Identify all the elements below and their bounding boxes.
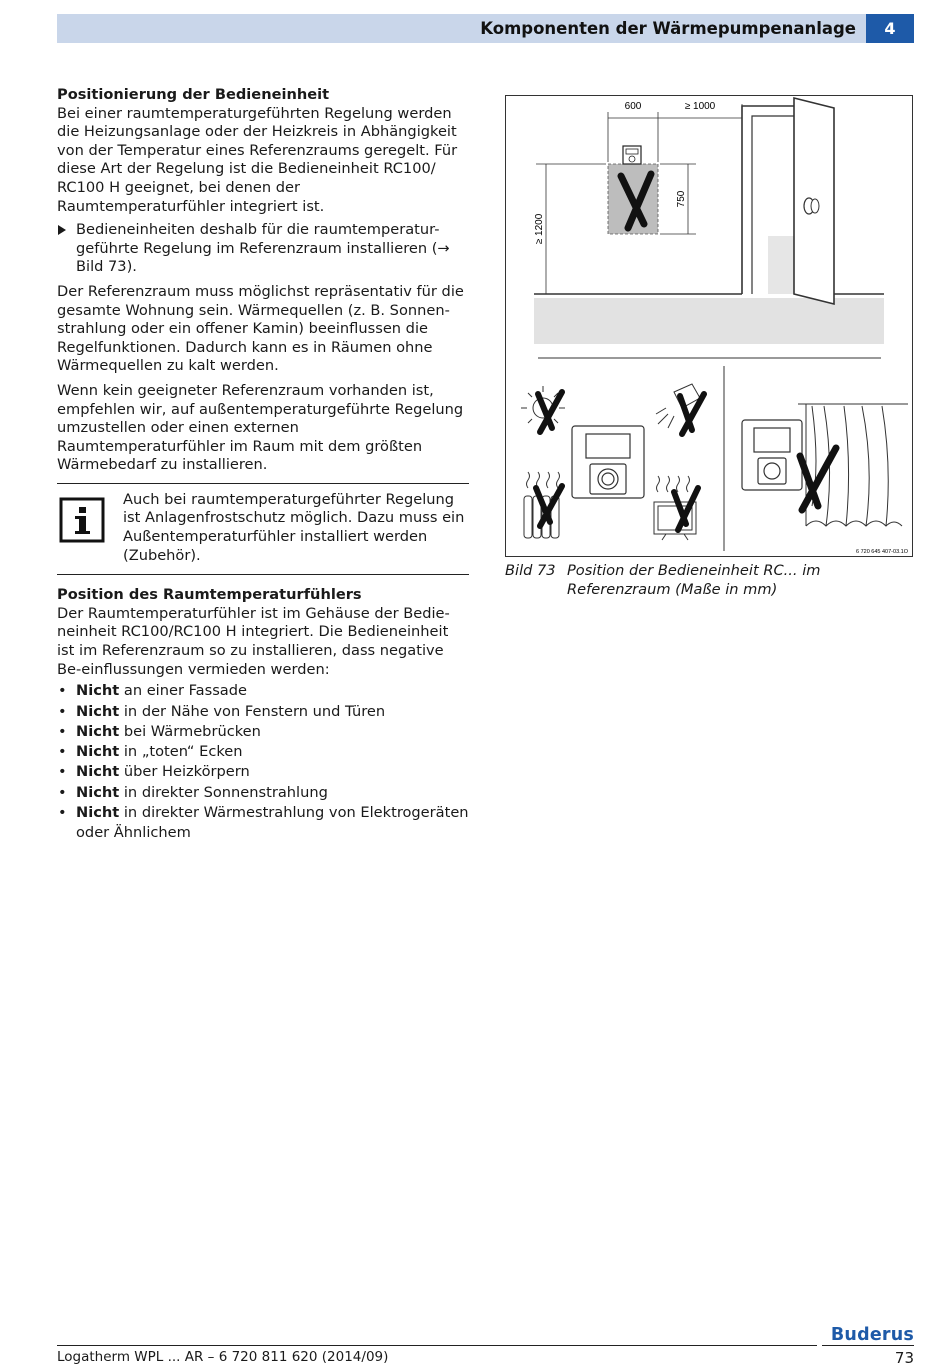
dim-600-label: 600	[624, 101, 642, 112]
info-icon	[59, 497, 105, 543]
dim-750-label: 750	[676, 190, 687, 208]
list-item: • Nicht bei Wärmebrücken	[58, 722, 261, 740]
caption-text: Position der Bedieneinheit RC... im Referenzraum (Maße in mm)	[567, 562, 821, 598]
triangle-bullet-icon	[58, 225, 66, 235]
section1-paragraph-3: Wenn kein geeigneter Referenzraum vorhanden ist, empfehlen wir, auf außentemperaturgeführte Regelung umzustellen oder einen externen Raumtemperaturfühler im Raum mit dem größten Wärmebedarf zu installieren.	[57, 381, 464, 474]
figure-code: 6 720 645 407-03.1O	[856, 549, 908, 555]
chapter-number: 4	[866, 14, 914, 43]
page-number: 73	[894, 1349, 914, 1367]
header-title: Komponenten der Wärmepumpenanlage	[480, 19, 856, 38]
left-column	[57, 86, 469, 844]
control-unit-icon	[742, 420, 802, 490]
figure-73	[505, 95, 913, 557]
header-bar	[57, 14, 866, 43]
list-item: • Nicht in der Nähe von Fenstern und Türen	[58, 702, 386, 720]
cross-mark-icon	[800, 448, 836, 510]
caption-number: Bild 73	[505, 562, 556, 579]
footer-rule	[57, 1345, 817, 1346]
cross-mark-icon	[538, 392, 562, 432]
dim-height-label: ≥ 1200	[534, 213, 545, 245]
door	[742, 98, 834, 304]
list-item: • Nicht in „toten“ Ecken	[58, 743, 243, 761]
section2-paragraph-1: Der Raumtemperaturfühler ist im Gehäuse der Bedie-neinheit RC100/RC100 H integriert. Die Bedieneinheit ist im Referenzraum so zu installieren, dass negative Be-einflussungen vermieden werden:	[57, 604, 450, 678]
section1-paragraph-1: Bei einer raumtemperaturgeführten Regelung werden die Heizungsanlage oder der Heizkreis in Abhängigkeit von der Temperatur eines Referenzraums geregelt. Für diese Art der Regelung ist die Bedieneinheit RC100/ RC100 H geeignet, bei denen der Raumtemperaturfühler integriert ist.	[57, 104, 458, 215]
curtain-icon	[798, 404, 908, 526]
lamp-icon	[656, 384, 700, 428]
floor	[534, 298, 884, 344]
info-text: Auch bei raumtemperaturgeführter Regelung ist Anlagenfrostschutz möglich. Dazu muss ein Außentemperaturfühler installiert werden (Zubehör).	[123, 490, 465, 564]
dim-door-label: ≥ 1000	[684, 101, 716, 112]
footer-document-id: Logatherm WPL ... AR – 6 720 811 620 (2014/09)	[57, 1349, 389, 1365]
instruction-text: Bedieneinheiten deshalb für die raumtemperatur-geführte Regelung im Referenzraum installieren (→ Bild 73).	[76, 221, 450, 276]
footer-rule	[822, 1345, 914, 1346]
section2-heading: Position des Raumtemperaturfühlers	[57, 586, 362, 604]
placement-list	[57, 681, 469, 843]
figure-caption	[505, 561, 925, 599]
list-item: • Nicht in direkter Wärmestrahlung von Elektrogeräten oder Ähnlichem	[58, 804, 469, 842]
control-unit-icon	[572, 426, 644, 498]
section1-paragraph-2: Der Referenzraum muss möglichst repräsentativ für die gesamte Wohnung sein. Wärmequellen (z. B. Sonnen-strahlung oder ein offener Kamin) beeinflussen die Regelfunktionen. Dadurch kann es in Räumen ohne Wärmequellen zu kalt werden.	[57, 282, 464, 375]
info-note	[57, 483, 469, 575]
section1-heading: Positionierung der Bedieneinheit	[57, 86, 330, 103]
list-item: • Nicht in direkter Sonnenstrahlung	[58, 783, 328, 801]
list-item: • Nicht über Heizkörpern	[58, 763, 250, 781]
list-item: • Nicht an einer Fassade	[58, 682, 247, 700]
brand-logo: Buderus	[830, 1325, 914, 1345]
placement-diagram	[506, 96, 912, 556]
instruction-item	[57, 221, 469, 277]
